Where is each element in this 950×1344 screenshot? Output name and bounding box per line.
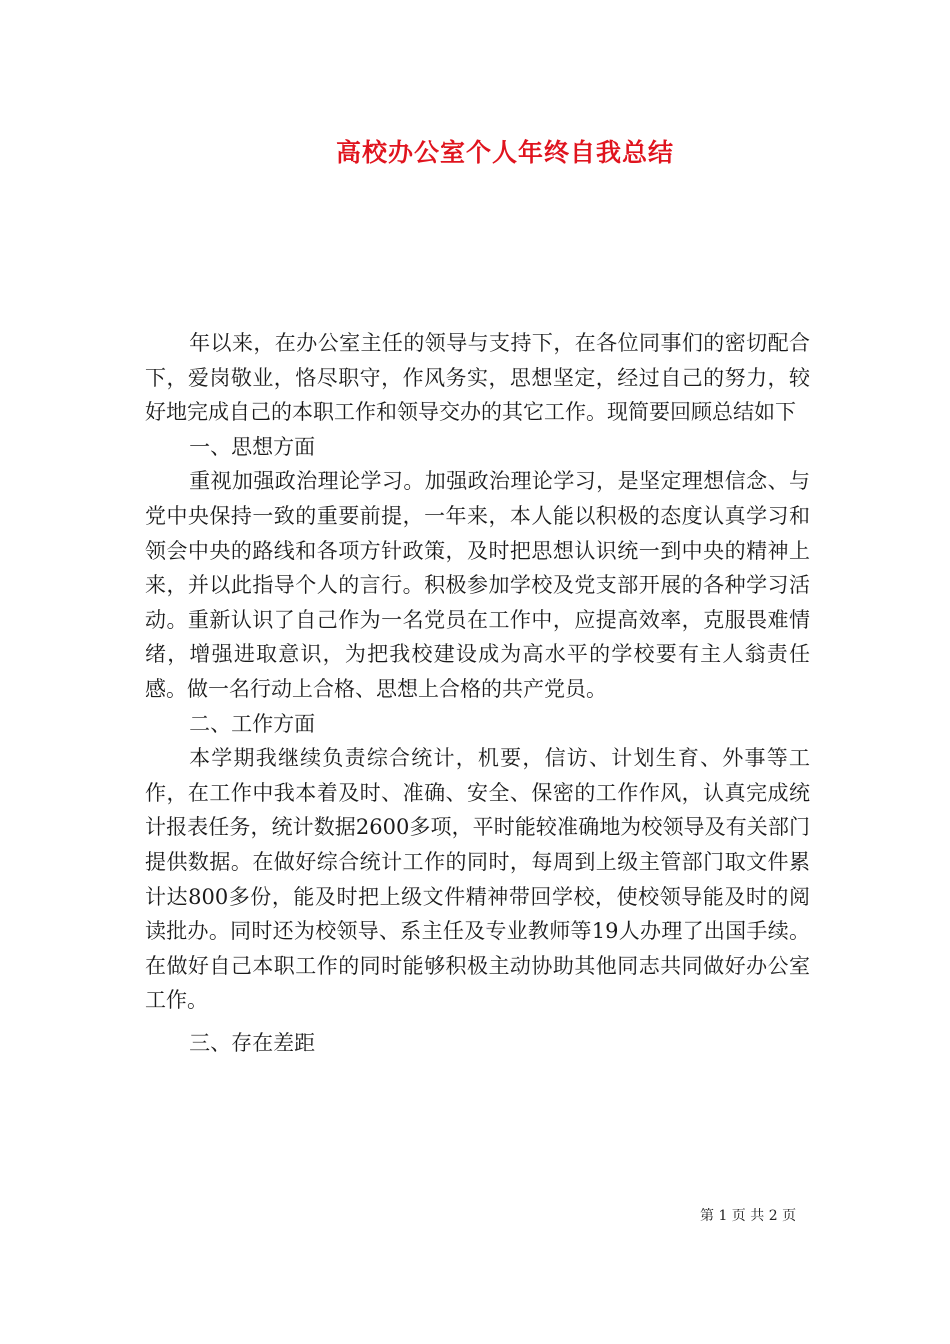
section-heading-work: 二、工作方面 — [189, 711, 316, 736]
section-heading-gap: 三、存在差距 — [189, 1030, 316, 1055]
document-body — [145, 326, 810, 1060]
intro-paragraph: 年以来，在办公室主任的领导与支持下，在各位同事们的密切配合下，爱岗敬业，恪尽职守，作风务实，思想坚定，经过自己的努力，较好地完成自己的本职工作和领导交办的其它工作。现简要回顾总结如下 — [145, 331, 810, 425]
section-heading-thought: 一、思想方面 — [189, 434, 316, 459]
thought-paragraph: 重视加强政治理论学习。加强政治理论学习，是坚定理想信念、与党中央保持一致的重要前提，一年来，本人能以积极的态度认真学习和领会中央的路线和各项方针政策，及时把思想认识统一到中央的精神上来，并以此指导个人的言行。积极参加学校及党支部开展的各种学习活动。重新认识了自己作为一名党员在工作中，应提高效率，克服畏难情绪，增强进取意识，为把我校建设成为高水平的学校要有主人翁责任感。做一名行动上合格、思想上合格的共产党员。 — [145, 469, 810, 701]
work-paragraph: 本学期我继续负责综合统计，机要，信访、计划生育、外事等工作，在工作中我本着及时、准确、安全、保密的工作作风，认真完成统计报表任务，统计数据2600多项，平时能较准确地为校领导及有关部门提供数据。在做好综合统计工作的同时，每周到上级主管部门取文件累计达800多份，能及时把上级文件精神带回学校，使校领导能及时的阅读批办。同时还为校领导、系主任及专业教师等19人办理了出国手续。在做好自己本职工作的同时能够积极主动协助其他同志共同做好办公室工作。 — [145, 746, 810, 1013]
page-number-footer: 第 1 页 共 2 页 — [700, 1208, 797, 1224]
document-title: 高校办公室个人年终自我总结 — [335, 138, 674, 167]
